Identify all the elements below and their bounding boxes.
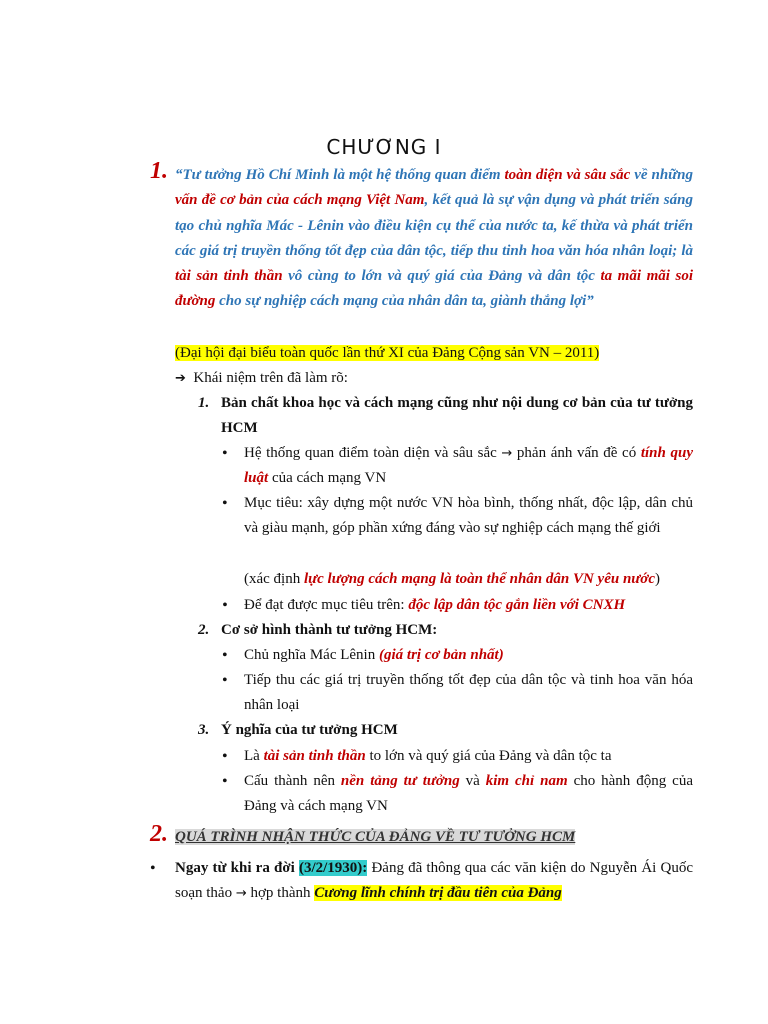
section-2-number: 2.	[150, 821, 168, 847]
bullet-icon: •	[222, 647, 228, 664]
source-note: (Đại hội đại biểu toàn quốc lần thứ XI của Đảng Cộng sản VN – 2011)	[175, 345, 600, 361]
point-3-title: Ý nghĩa của tư tưởng HCM	[221, 722, 398, 738]
section-2-title: QUÁ TRÌNH NHẬN THỨC CỦA ĐẢNG VỀ TƯ TƯỞNG HCM	[175, 829, 576, 845]
section-1-number: 1.	[150, 158, 168, 184]
arrow-line: ➔ Khái niệm trên đã làm rõ:	[175, 370, 348, 386]
point-1-bullet-2: Mục tiêu: xây dựng một nước VN hòa bình, thống nhất, độc lập, dân chủ và giàu mạnh, góp phần xứng đáng vào sự nghiệp cách mạng thế giới	[244, 495, 693, 537]
section-2-bullet: Ngay từ khi ra đời (3/2/1930): Đảng đã thông qua các văn kiện do Nguyễn Ái Quốc soạn thảo → hợp thành Cương lĩnh chính trị đầu tiên của Đảng	[175, 860, 693, 902]
point-1-title: Bản chất khoa học và cách mạng cũng như nội dung cơ bản của tư tưởng HCM	[221, 395, 693, 437]
bullet-icon: •	[222, 495, 228, 512]
point-2-number: 2.	[198, 622, 210, 638]
point-3-bullet-2: Cấu thành nên nền tảng tư tưởng và kim chỉ nam cho hành động của Đảng và cách mạng VN	[244, 773, 693, 815]
point-1-bullet-1: Hệ thống quan điểm toàn diện và sâu sắc → phản ánh vấn đề có tính quy luật của cách mạng VN	[244, 445, 693, 487]
point-1-number: 1.	[198, 395, 210, 411]
chapter-heading: CHƯƠNG I	[326, 135, 442, 159]
point-3-number: 3.	[198, 722, 210, 738]
bullet-icon: •	[222, 748, 228, 765]
arrow-right-icon: ➔	[175, 371, 186, 386]
point-2-bullet-2: Tiếp thu các giá trị truyền thống tốt đẹp của dân tộc và tinh hoa văn hóa nhân loại	[244, 672, 693, 714]
bullet-icon: •	[222, 597, 228, 614]
point-1-note: (xác định lực lượng cách mạng là toàn thể nhân dân VN yêu nước)	[244, 571, 661, 587]
point-2-bullet-1: Chủ nghĩa Mác Lênin (giá trị cơ bản nhất)	[244, 647, 504, 663]
bullet-icon: •	[222, 445, 228, 462]
point-2-title: Cơ sở hình thành tư tưởng HCM:	[221, 622, 438, 638]
point-1-bullet-3: Để đạt được mục tiêu trên: độc lập dân tộc gắn liền với CNXH	[244, 597, 626, 613]
point-3-bullet-1: Là tài sản tinh thần to lớn và quý giá của Đảng và dân tộc ta	[244, 748, 612, 764]
bullet-icon: •	[222, 672, 228, 689]
definition-quote: “Tư tưởng Hồ Chí Minh là một hệ thống quan điểm toàn diện và sâu sắc về những vấn đề cơ bản của cách mạng Việt Nam, kết quả là sự vận dụng và phát triển sáng tạo chủ nghĩa Mác - Lênin vào điều kiện cụ thể của nước ta, kế thừa và phát triển các giá trị truyền thống tốt đẹp của dân tộc, tiếp thu tinh hoa văn hóa nhân loại; là tài sản tinh thần vô cùng to lớn và quý giá của Đảng và dân tộc ta mãi mãi soi đường cho sự nghiệp cách mạng của nhân dân ta, giành thắng lợi”	[175, 167, 693, 310]
bullet-icon: •	[150, 860, 156, 877]
bullet-icon: •	[222, 773, 228, 790]
